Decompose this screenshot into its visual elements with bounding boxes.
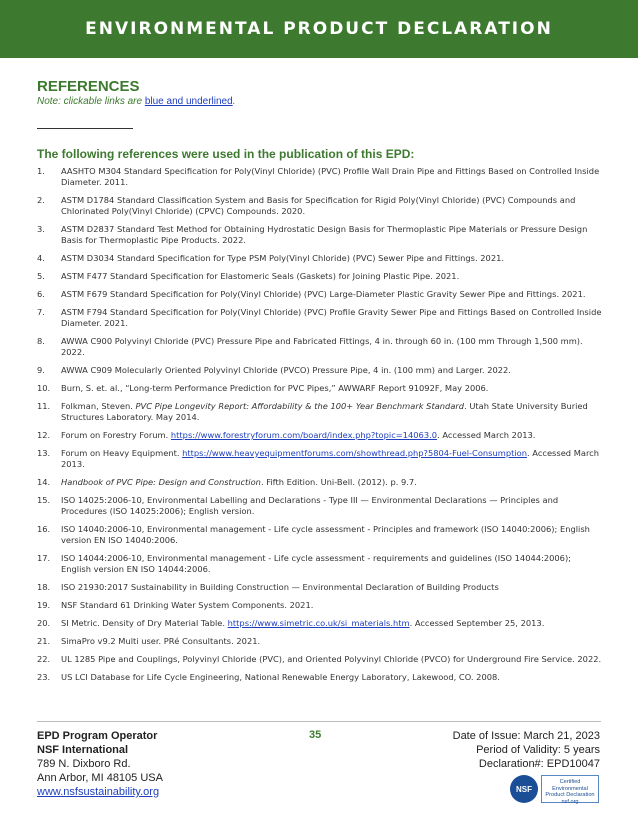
reference-text: ISO 21930:2017 Sustainability in Building Construction — Environmental Declaration of Building Products	[61, 582, 499, 592]
reference-text: SimaPro v9.2 Multi user. PRé Consultants. 2021.	[61, 636, 261, 646]
reference-item	[37, 166, 603, 188]
reference-link[interactable]: https://www.forestryforum.com/board/index.php?topic=14063.0	[170, 430, 438, 440]
reference-number: 1.	[37, 166, 45, 176]
operator-label: EPD Program Operator	[37, 730, 158, 742]
reference-number: 3.	[37, 224, 45, 234]
declaration-number: Declaration#: EPD10047	[478, 758, 600, 770]
reference-number: 9.	[37, 365, 45, 375]
reference-title-italic: PVC Pipe Longevity Report: Affordability & the 100+ Year Benchmark Standard	[135, 401, 465, 411]
reference-text	[61, 477, 603, 488]
reference-item	[37, 654, 603, 665]
reference-number: 11.	[37, 401, 51, 411]
reference-text-part: SI Metric. Density of Dry Material Table.	[61, 618, 228, 628]
reference-item	[37, 430, 603, 441]
reference-item	[37, 289, 603, 300]
website-link[interactable]: www.nsfsustainability.org	[37, 786, 160, 798]
reference-number: 2.	[37, 195, 45, 205]
divider	[37, 128, 133, 129]
reference-item	[37, 636, 603, 647]
note-suffix: .	[232, 96, 236, 107]
reference-item	[37, 600, 603, 611]
reference-item	[37, 448, 603, 470]
reference-item	[37, 524, 603, 546]
reference-number: 14.	[37, 477, 51, 487]
nsf-logo-icon: NSF	[510, 775, 538, 803]
links-note	[37, 96, 235, 107]
reference-link[interactable]: https://www.simetric.co.uk/si_materials.htm	[227, 618, 410, 628]
reference-item	[37, 307, 603, 329]
reference-number: 19.	[37, 600, 51, 610]
reference-item	[37, 672, 603, 683]
reference-text: US LCI Database for Life Cycle Engineering, National Renewable Energy Laboratory, Lakewood, CO. 2008.	[61, 672, 500, 682]
reference-text-part: Forum on Forestry Forum.	[61, 430, 171, 440]
reference-text: ISO 14044:2006-10, Environmental management - Life cycle assessment - requirements and guidelines (ISO 14044:2006); English version EN ISO 14044:2006.	[61, 553, 571, 574]
reference-link[interactable]: https://www.heavyequipmentforums.com/showthread.php?5804-Fuel-Consumption	[182, 448, 528, 458]
badge-line-1: Certified	[559, 779, 581, 785]
badge-text	[541, 775, 599, 803]
reference-item	[37, 553, 603, 575]
reference-text-part: . Accessed March 2013.	[437, 430, 536, 440]
badge-line-3: Product Declaration	[545, 792, 595, 799]
reference-text: ISO 14040:2006-10, Environmental management - Life cycle assessment - Principles and framework (ISO 14040:2006); English version EN ISO 14040:2006.	[61, 524, 590, 545]
reference-item	[37, 477, 603, 488]
reference-number: 4.	[37, 253, 45, 263]
reference-item	[37, 365, 603, 376]
reference-item	[37, 383, 603, 394]
reference-text: AWWA C900 Polyvinyl Chloride (PVC) Pressure Pipe and Fabricated Fittings, 4 in. through 60 in. (100 mm Through 1,500 mm). 2022.	[61, 336, 583, 357]
issue-date: Date of Issue: March 21, 2023	[452, 730, 600, 742]
reference-number: 7.	[37, 307, 45, 317]
reference-item	[37, 495, 603, 517]
reference-text: UL 1285 Pipe and Couplings, Polyvinyl Chloride (PVC), and Oriented Polyvinyl Chloride (PVCO) for Underground Fire Service. 2022.	[61, 654, 602, 664]
reference-item	[37, 618, 603, 629]
reference-text	[61, 401, 603, 423]
note-link-sample[interactable]: blue and underlined	[144, 96, 233, 107]
references-list	[37, 166, 603, 690]
reference-item	[37, 336, 603, 358]
reference-item	[37, 271, 603, 282]
reference-number: 10.	[37, 383, 51, 393]
section-title: REFERENCES	[37, 78, 140, 95]
reference-number: 22.	[37, 654, 51, 664]
reference-text: ASTM D1784 Standard Classification System and Basis for Specification for Rigid Poly(Vinyl Chloride) (PVC) Compounds and Chlorinated Poly(Vinyl Chloride) (CPVC) Compounds. 2020.	[61, 195, 576, 216]
reference-title-italic: Handbook of PVC Pipe: Design and Construction	[61, 477, 261, 487]
address-line-2: Ann Arbor, MI 48105 USA	[37, 772, 163, 784]
reference-text-part: . Accessed March 2013.	[61, 448, 599, 469]
reference-text: Burn, S. et. al., “Long-term Performance Prediction for PVC Pipes,” AWWARF Report 91092F, May 2006.	[61, 383, 489, 393]
reference-text-part: . Accessed September 25, 2013.	[409, 618, 545, 628]
address-line-1: 789 N. Dixboro Rd.	[37, 758, 131, 770]
reference-number: 18.	[37, 582, 51, 592]
reference-item	[37, 582, 603, 593]
reference-text: NSF Standard 61 Drinking Water System Components. 2021.	[61, 600, 314, 610]
reference-number: 21.	[37, 636, 51, 646]
reference-text: ASTM F679 Standard Specification for Poly(Vinyl Chloride) (PVC) Large-Diameter Plastic Gravity Sewer Pipe and Fittings. 2021.	[61, 289, 586, 299]
validity-period: Period of Validity: 5 years	[476, 744, 600, 756]
reference-text	[61, 618, 603, 629]
reference-text-part: . Fifth Edition. Uni-Bell. (2012). p. 9.7.	[260, 477, 417, 487]
reference-text: ASTM D3034 Standard Specification for Type PSM Poly(Vinyl Chloride) (PVC) Sewer Pipe and Fittings. 2021.	[61, 253, 505, 263]
reference-text: ASTM F794 Standard Specification for Poly(Vinyl Chloride) (PVC) Profile Gravity Sewer Pipe and Fittings Based on Controlled Inside Diameter. 2021.	[61, 307, 602, 328]
footer-divider	[37, 721, 601, 722]
nsf-certification-badge	[510, 772, 602, 806]
reference-number: 15.	[37, 495, 51, 505]
reference-text: AASHTO M304 Standard Specification for Poly(Vinyl Chloride) (PVC) Profile Wall Drain Pipe and Fittings Based on Controlled Inside Diameter. 2011.	[61, 166, 600, 187]
reference-text: ASTM F477 Standard Specification for Elastomeric Seals (Gaskets) for Joining Plastic Pipe. 2021.	[61, 271, 460, 281]
reference-item	[37, 195, 603, 217]
reference-text: ASTM D2837 Standard Test Method for Obtaining Hydrostatic Design Basis for Thermoplastic Pipe Materials or Pressure Design Basis for Thermoplastic Pipe Products. 2022.	[61, 224, 588, 245]
reference-number: 6.	[37, 289, 45, 299]
reference-item	[37, 253, 603, 264]
reference-text-part: . Utah State University Buried Structures Laboratory. May 2014.	[61, 401, 588, 422]
operator-org: NSF International	[37, 744, 129, 756]
badge-line-4: nsf.org	[561, 798, 579, 805]
note-prefix: Note: clickable links are	[37, 96, 145, 107]
reference-number: 8.	[37, 336, 45, 346]
reference-text-part: Folkman, Steven.	[61, 401, 136, 411]
reference-text-part: Forum on Heavy Equipment.	[61, 448, 183, 458]
footer-right	[453, 729, 600, 771]
reference-number: 17.	[37, 553, 51, 563]
reference-text: AWWA C909 Molecularly Oriented Polyvinyl Chloride (PVCO) Pressure Pipe, 4 in. (100 mm) and Larger. 2022.	[61, 365, 511, 375]
header-title: ENVIRONMENTAL PRODUCT DECLARATION	[85, 19, 553, 39]
reference-number: 20.	[37, 618, 51, 628]
reference-text	[61, 448, 603, 470]
footer-left	[37, 729, 163, 799]
references-intro: The following references were used in the publication of this EPD:	[37, 147, 415, 161]
page-number: 35	[309, 729, 322, 741]
reference-number: 5.	[37, 271, 45, 281]
reference-item	[37, 224, 603, 246]
reference-text: ISO 14025:2006-10, Environmental Labelling and Declarations - Type III — Environmental Declarations — Principles and Procedures (ISO 14025:2006); English version.	[61, 495, 559, 516]
reference-number: 23.	[37, 672, 51, 682]
reference-number: 13.	[37, 448, 51, 458]
reference-number: 16.	[37, 524, 51, 534]
page-header	[0, 0, 638, 58]
reference-number: 12.	[37, 430, 51, 440]
reference-item	[37, 401, 603, 423]
reference-text	[61, 430, 603, 441]
badge-line-2: Environmental	[552, 785, 588, 792]
